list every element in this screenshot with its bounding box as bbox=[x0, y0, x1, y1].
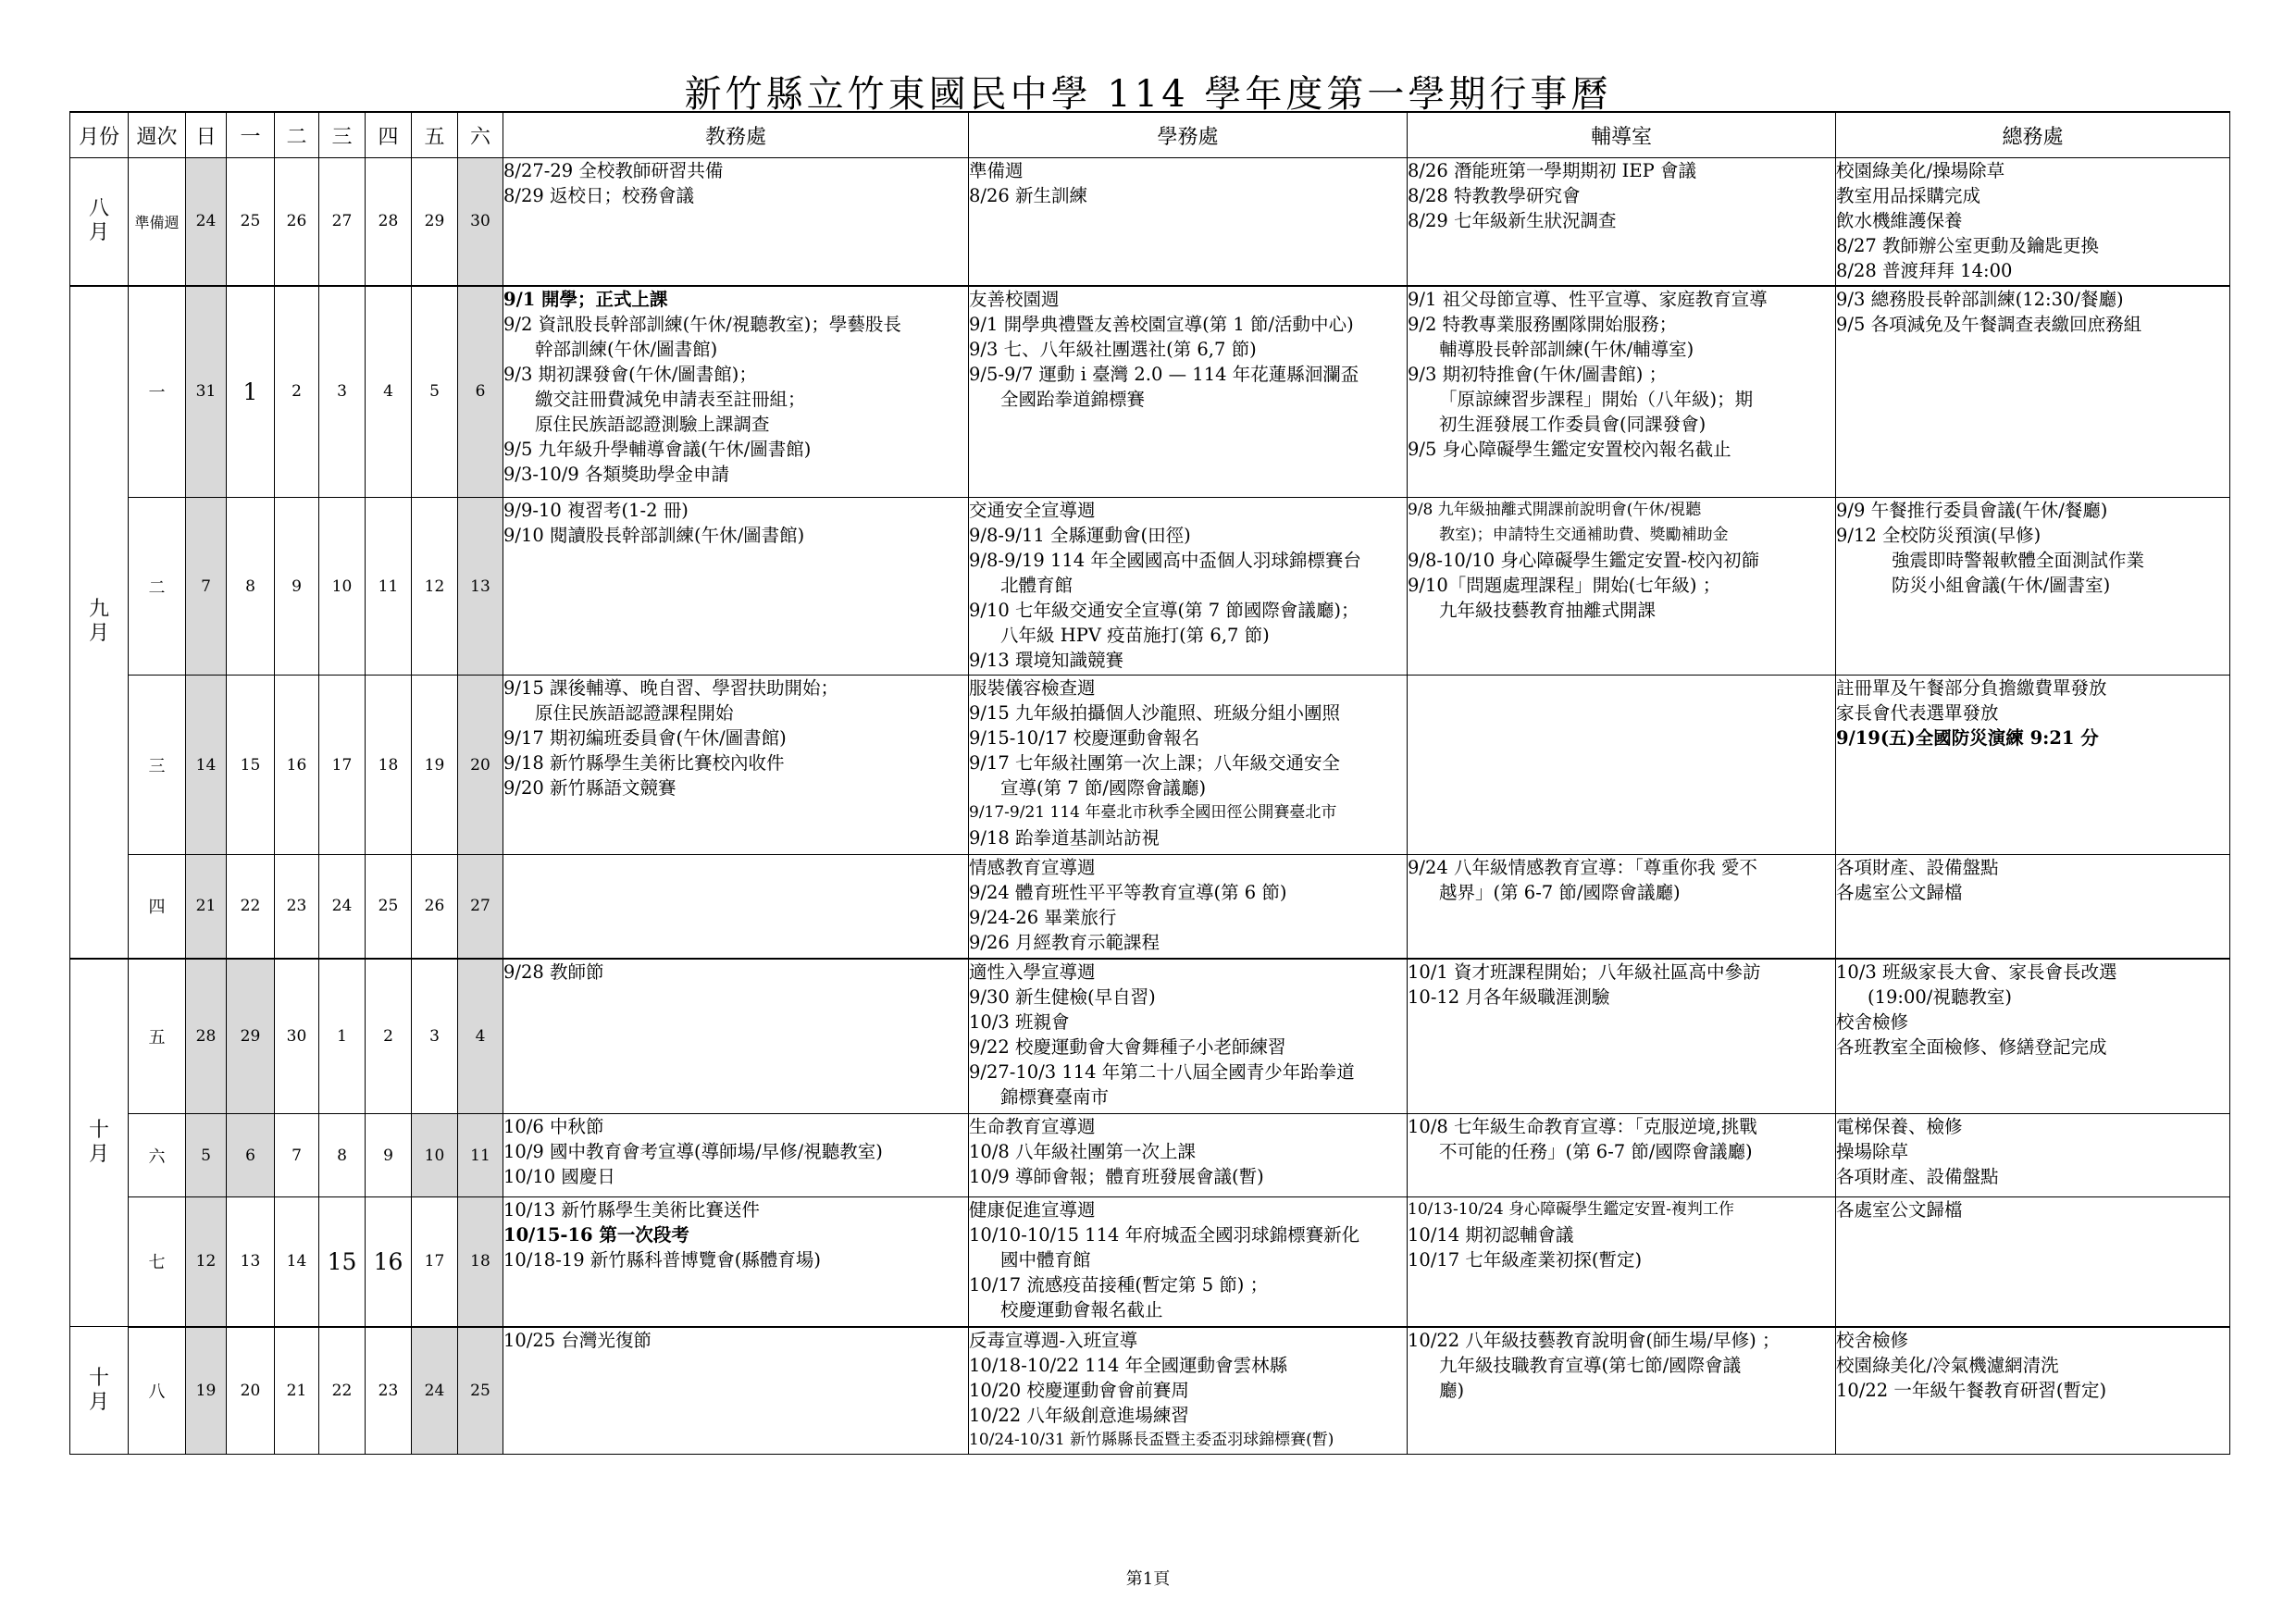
event-line: 8/27-29 全校教師研習共備 bbox=[503, 160, 724, 181]
event-line: 輔導股長幹部訓練(午休/輔導室) bbox=[1439, 338, 1694, 360]
event-line: 9/2 特教專業服務團隊開始服務； bbox=[1408, 313, 1678, 335]
day-cell: 8 bbox=[319, 1114, 366, 1197]
week-number: 五 bbox=[129, 959, 186, 1114]
day-cell: 21 bbox=[275, 1327, 319, 1455]
event-line: 9/5 各項減免及午餐調查表繳回庶務組 bbox=[1836, 313, 2142, 335]
day-cell: 3 bbox=[412, 959, 458, 1114]
day-cell: 31 bbox=[186, 286, 227, 498]
week-number: 二 bbox=[129, 498, 186, 676]
header-general-affairs: 總務處 bbox=[1836, 112, 2230, 158]
day-cell: 16 bbox=[366, 1197, 412, 1327]
day-cell: 5 bbox=[186, 1114, 227, 1197]
day-cell: 27 bbox=[458, 855, 503, 959]
header-wed: 三 bbox=[319, 112, 366, 158]
week-number: 六 bbox=[129, 1114, 186, 1197]
counseling-events bbox=[1408, 286, 1836, 498]
day-cell: 12 bbox=[412, 498, 458, 676]
week-number: 一 bbox=[129, 286, 186, 498]
event-line: (19:00/視聽教室) bbox=[1868, 986, 2012, 1008]
header-sat: 六 bbox=[458, 112, 503, 158]
day-cell: 25 bbox=[458, 1327, 503, 1455]
event-line: 電梯保養、檢修 bbox=[1836, 1116, 1963, 1137]
student-events bbox=[969, 1114, 1408, 1197]
day-cell: 17 bbox=[412, 1197, 458, 1327]
day-cell: 4 bbox=[458, 959, 503, 1114]
event-line: 八年級 HPV 疫苗施打(第 6,7 節) bbox=[1000, 625, 1270, 646]
event-line: 9/5 九年級升學輔導會議(午休/圖書館) bbox=[503, 438, 812, 460]
event-line: 校舍檢修 bbox=[1836, 1329, 1909, 1351]
header-tue: 二 bbox=[275, 112, 319, 158]
general-events bbox=[1836, 676, 2230, 855]
event-line: 9/1 開學；正式上課 bbox=[503, 288, 668, 310]
event-line: 各項財產、設備盤點 bbox=[1836, 857, 1999, 878]
event-line: 操場除草 bbox=[1836, 1141, 1909, 1162]
day-cell: 15 bbox=[319, 1197, 366, 1327]
header-fri: 五 bbox=[412, 112, 458, 158]
event-line: 各項財產、設備盤點 bbox=[1836, 1166, 1999, 1187]
event-line: 9/3 期初課發會(午休/圖書館)； bbox=[503, 363, 757, 385]
event-line: 9/15 九年級拍攝個人沙龍照、班級分組小團照 bbox=[969, 702, 1340, 724]
day-cell: 28 bbox=[186, 959, 227, 1114]
counseling-events bbox=[1408, 158, 1836, 286]
day-cell: 2 bbox=[275, 286, 319, 498]
event-line: 9/10「問題處理課程」開始(七年級) ； bbox=[1408, 575, 1721, 596]
day-cell: 8 bbox=[227, 498, 275, 676]
week-row bbox=[70, 676, 2230, 855]
event-line: 10/20 校慶運動會會前賽周 bbox=[969, 1379, 1189, 1401]
event-line: 9/8-9/19 114 年全國國高中盃個人羽球錦標賽台 bbox=[969, 550, 1361, 571]
event-line: 越界」(第 6-7 節/國際會議廳) bbox=[1439, 882, 1681, 903]
day-cell: 20 bbox=[227, 1327, 275, 1455]
event-line: 9/27-10/3 114 年第二十八屆全國青少年跆拳道 bbox=[969, 1060, 1355, 1083]
event-line: 服裝儀容檢查週 bbox=[969, 677, 1096, 699]
event-line: 9/5-9/7 運動 i 臺灣 2.0 — 114 年花蓮縣洄瀾盃 bbox=[969, 363, 1359, 385]
event-line: 健康促進宣導週 bbox=[969, 1199, 1096, 1221]
general-events bbox=[1836, 959, 2230, 1114]
academic-events bbox=[503, 498, 969, 676]
event-line: 北體育館 bbox=[1000, 575, 1074, 596]
header-thu: 四 bbox=[366, 112, 412, 158]
page-number: 第1頁 bbox=[1125, 1569, 1171, 1589]
event-line: 10/8 八年級社團第一次上課 bbox=[969, 1141, 1196, 1162]
event-line: 10/17 七年級產業初探(暫定) bbox=[1408, 1249, 1643, 1271]
event-line: 10/15-16 第一次段考 bbox=[503, 1224, 689, 1246]
event-line: 10/1 資才班課程開始；八年級社區高中參訪 bbox=[1408, 961, 1761, 983]
academic-events bbox=[503, 855, 969, 959]
month-label-oct-2 bbox=[70, 1327, 129, 1455]
event-line: 「原諒練習步課程」開始（八年級)；期 bbox=[1439, 388, 1754, 410]
event-line: 9/8 九年級抽離式開課前說明會(午休/視聽 bbox=[1408, 501, 1702, 519]
day-cell: 18 bbox=[366, 676, 412, 855]
general-events bbox=[1836, 1327, 2230, 1455]
academic-events bbox=[503, 1197, 969, 1327]
event-line: 9/15-10/17 校慶運動會報名 bbox=[969, 727, 1200, 749]
header-week: 週次 bbox=[129, 112, 186, 158]
counseling-events bbox=[1408, 676, 1836, 855]
general-events bbox=[1836, 286, 2230, 498]
event-line: 10/22 八年級創意進場練習 bbox=[969, 1404, 1189, 1426]
day-cell: 30 bbox=[458, 158, 503, 286]
student-events bbox=[969, 1197, 1408, 1327]
event-line: 9/5 身心障礙學生鑑定安置校內報名截止 bbox=[1408, 438, 1731, 460]
week-row bbox=[70, 286, 2230, 498]
event-line: 9/8-9/11 全縣運動會(田徑) bbox=[969, 525, 1191, 546]
event-line: 8/28 普渡拜拜 14:00 bbox=[1836, 260, 2013, 281]
day-cell: 24 bbox=[319, 855, 366, 959]
academic-events bbox=[503, 158, 969, 286]
day-cell: 28 bbox=[366, 158, 412, 286]
event-line: 反毒宣導週-入班宣導 bbox=[969, 1329, 1138, 1351]
event-line: 全國跆拳道錦標賽 bbox=[1000, 388, 1146, 410]
day-cell: 14 bbox=[275, 1197, 319, 1327]
event-line: 9/15 課後輔導、晚自習、學習扶助開始； bbox=[503, 677, 838, 699]
day-cell: 24 bbox=[186, 158, 227, 286]
event-line: 幹部訓練(午休/圖書館) bbox=[535, 338, 718, 360]
header-student-affairs: 學務處 bbox=[969, 112, 1408, 158]
event-line: 10/24-10/31 新竹縣縣長盃暨主委盃羽球錦標賽(暫) bbox=[969, 1430, 1334, 1449]
event-line: 原住民族語認證測驗上課調查 bbox=[535, 413, 770, 435]
day-cell: 16 bbox=[275, 676, 319, 855]
day-cell: 13 bbox=[227, 1197, 275, 1327]
event-line: 9/17 七年級社團第一次上課；八年級交通安全 bbox=[969, 752, 1340, 774]
header-counseling: 輔導室 bbox=[1408, 112, 1836, 158]
header-mon: 一 bbox=[227, 112, 275, 158]
day-cell: 23 bbox=[275, 855, 319, 959]
event-line: 各處室公文歸檔 bbox=[1836, 882, 1963, 903]
event-line: 不可能的任務」(第 6-7 節/國際會議廳) bbox=[1439, 1141, 1753, 1162]
day-cell: 22 bbox=[319, 1327, 366, 1455]
header-month: 月份 bbox=[70, 112, 129, 158]
academic-events bbox=[503, 1114, 969, 1197]
event-line: 9/28 教師節 bbox=[503, 961, 604, 983]
day-cell: 1 bbox=[319, 959, 366, 1114]
day-cell: 14 bbox=[186, 676, 227, 855]
event-line: 廳) bbox=[1439, 1379, 1465, 1401]
month-text: 九月 bbox=[88, 598, 109, 645]
event-line: 各處室公文歸檔 bbox=[1836, 1199, 1963, 1221]
day-cell: 11 bbox=[458, 1114, 503, 1197]
event-line: 9/22 校慶運動會大會舞種子小老師練習 bbox=[969, 1035, 1286, 1058]
academic-events bbox=[503, 1327, 969, 1455]
event-line: 9/10 七年級交通安全宣導(第 7 節國際會議廳)； bbox=[969, 600, 1359, 621]
day-cell: 24 bbox=[412, 1327, 458, 1455]
day-cell: 9 bbox=[275, 498, 319, 676]
event-line: 生命教育宣導週 bbox=[969, 1116, 1096, 1137]
student-events bbox=[969, 158, 1408, 286]
event-line: 9/2 資訊股長幹部訓練(午休/視聽教室)；學藝股長 bbox=[503, 313, 901, 335]
event-line: 9/18 跆拳道基訓站訪視 bbox=[969, 827, 1160, 849]
general-events bbox=[1836, 855, 2230, 959]
event-line: 10/18-10/22 114 年全國運動會雲林縣 bbox=[969, 1354, 1288, 1376]
academic-events bbox=[503, 286, 969, 498]
header-academic-affairs: 教務處 bbox=[503, 112, 969, 158]
event-line: 9/9 午餐推行委員會議(午休/餐廳) bbox=[1836, 500, 2108, 521]
counseling-events bbox=[1408, 1114, 1836, 1197]
event-line: 10/17 流感疫苗接種(暫定第 5 節) ； bbox=[969, 1274, 1269, 1295]
day-cell: 17 bbox=[319, 676, 366, 855]
event-line: 各班教室全面檢修、修繕登記完成 bbox=[1836, 1035, 2107, 1058]
event-line: 家長會代表選單發放 bbox=[1836, 702, 1999, 724]
general-events bbox=[1836, 158, 2230, 286]
week-number: 八 bbox=[129, 1327, 186, 1455]
event-line: 9/24 體育班性平平等教育宣導(第 6 節) bbox=[969, 882, 1287, 903]
week-row bbox=[70, 1197, 2230, 1327]
month-label-oct bbox=[70, 959, 129, 1327]
event-line: 9/3 期初特推會(午休/圖書館) ； bbox=[1408, 363, 1668, 385]
event-line: 9/12 全校防災預演(早修) bbox=[1836, 525, 2042, 546]
event-line: 10/13 新竹縣學生美術比賽送件 bbox=[503, 1199, 760, 1221]
event-line: 10/14 期初認輔會議 bbox=[1408, 1224, 1574, 1246]
event-line: 10/9 國中教育會考宣導(導師場/早修/視聽教室) bbox=[503, 1141, 883, 1162]
day-cell: 21 bbox=[186, 855, 227, 959]
event-line: 教室用品採購完成 bbox=[1836, 185, 1981, 206]
day-cell: 5 bbox=[412, 286, 458, 498]
general-events bbox=[1836, 498, 2230, 676]
student-events bbox=[969, 676, 1408, 855]
event-line: 9/3 總務股長幹部訓練(12:30/餐廳) bbox=[1836, 288, 2124, 310]
event-line: 9/3 七、八年級社團選社(第 6,7 節) bbox=[969, 338, 1257, 360]
week-number: 準備週 bbox=[129, 158, 186, 286]
day-cell: 29 bbox=[412, 158, 458, 286]
event-line: 8/26 新生訓練 bbox=[969, 185, 1087, 206]
event-line: 8/28 特教教學研究會 bbox=[1408, 185, 1581, 206]
event-line: 校慶運動會報名截止 bbox=[1000, 1299, 1163, 1320]
event-line: 10/13-10/24 身心障礙學生鑑定安置-複判工作 bbox=[1408, 1200, 1734, 1219]
event-line: 9/17-9/21 114 年臺北市秋季全國田徑公開賽臺北市 bbox=[969, 803, 1337, 822]
month-label-sep bbox=[70, 286, 129, 959]
event-line: 強震即時警報軟體全面測試作業 bbox=[1892, 550, 2145, 571]
event-line: 宣導(第 7 節/國際會議廳) bbox=[1000, 777, 1207, 799]
week-row bbox=[70, 855, 2230, 959]
event-line: 原住民族語認證課程開始 bbox=[535, 702, 734, 724]
day-cell: 12 bbox=[186, 1197, 227, 1327]
month-text: 八月 bbox=[88, 197, 109, 245]
event-line: 10/6 中秋節 bbox=[503, 1116, 604, 1137]
day-cell: 29 bbox=[227, 959, 275, 1114]
event-line: 10/25 台灣光復節 bbox=[503, 1329, 652, 1351]
event-line: 9/17 期初編班委員會(午休/圖書館) bbox=[503, 727, 787, 749]
event-line: 10/10-10/15 114 年府城盃全國羽球錦標賽新化 bbox=[969, 1224, 1360, 1246]
week-number: 四 bbox=[129, 855, 186, 959]
event-line: 國中體育館 bbox=[1000, 1249, 1091, 1271]
academic-events bbox=[503, 959, 969, 1114]
week-row bbox=[70, 959, 2230, 1114]
event-line: 10/9 導師會報；體育班發展會議(暫) bbox=[969, 1166, 1264, 1187]
event-line: 註冊單及午餐部分負擔繳費單發放 bbox=[1836, 677, 2107, 699]
event-line: 九年級技藝教育抽離式開課 bbox=[1439, 600, 1657, 621]
event-line: 10/8 七年級生命教育宣導：「克服逆境,挑戰 bbox=[1408, 1116, 1757, 1137]
day-cell: 22 bbox=[227, 855, 275, 959]
counseling-events bbox=[1408, 1197, 1836, 1327]
event-line: 交通安全宣導週 bbox=[969, 500, 1096, 521]
event-line: 8/27 教師辦公室更動及鑰匙更換 bbox=[1836, 235, 2099, 256]
event-line: 9/26 月經教育示範課程 bbox=[969, 932, 1160, 953]
counseling-events bbox=[1408, 498, 1836, 676]
event-line: 10/22 八年級技藝教育說明會(師生場/早修) ； bbox=[1408, 1329, 1781, 1351]
event-line: 錦標賽臺南市 bbox=[1000, 1085, 1110, 1108]
event-line: 10-12 月各年級職涯測驗 bbox=[1408, 986, 1610, 1008]
day-cell: 19 bbox=[186, 1327, 227, 1455]
event-line: 9/30 新生健檢(早自習) bbox=[969, 986, 1156, 1008]
event-line: 準備週 bbox=[969, 160, 1024, 181]
month-text: 十月 bbox=[88, 1366, 109, 1414]
day-cell: 30 bbox=[275, 959, 319, 1114]
event-line: 9/1 開學典禮暨友善校園宣導(第 1 節/活動中心) bbox=[969, 313, 1354, 335]
day-cell: 7 bbox=[275, 1114, 319, 1197]
event-line: 9/3-10/9 各類獎助學金申請 bbox=[503, 463, 729, 485]
event-line: 9/19(五)全國防災演練 9:21 分 bbox=[1836, 727, 2099, 749]
student-events bbox=[969, 959, 1408, 1114]
event-line: 校舍檢修 bbox=[1836, 1010, 1909, 1033]
week-row bbox=[70, 1114, 2230, 1197]
event-line: 友善校園週 bbox=[969, 288, 1060, 310]
day-cell: 6 bbox=[227, 1114, 275, 1197]
event-line: 九年級技職教育宣導(第七節/國際會議 bbox=[1439, 1354, 1742, 1376]
day-cell: 10 bbox=[319, 498, 366, 676]
school-calendar-table bbox=[69, 111, 2230, 1455]
event-line: 情感教育宣導週 bbox=[969, 857, 1096, 878]
event-line: 8/26 潛能班第一學期期初 IEP 會議 bbox=[1408, 160, 1696, 181]
counseling-events bbox=[1408, 959, 1836, 1114]
student-events bbox=[969, 286, 1408, 498]
event-line: 初生涯發展工作委員會(同課發會) bbox=[1439, 413, 1706, 435]
event-line: 教室)；申請特生交通補助費、獎勵補助金 bbox=[1439, 526, 1729, 544]
day-cell: 27 bbox=[319, 158, 366, 286]
event-line: 9/8-10/10 身心障礙學生鑑定安置-校內初篩 bbox=[1408, 550, 1759, 571]
event-line: 校園綠美化/操場除草 bbox=[1836, 160, 2005, 181]
event-line: 10/10 國慶日 bbox=[503, 1166, 615, 1187]
day-cell: 15 bbox=[227, 676, 275, 855]
day-cell: 26 bbox=[412, 855, 458, 959]
day-cell: 3 bbox=[319, 286, 366, 498]
event-line: 飲水機維護保養 bbox=[1836, 210, 1963, 231]
page-title: 新竹縣立竹東國民中學 114 學年度第一學期行事曆 bbox=[684, 73, 1612, 116]
day-cell: 7 bbox=[186, 498, 227, 676]
day-cell: 11 bbox=[366, 498, 412, 676]
day-cell: 13 bbox=[458, 498, 503, 676]
day-cell: 25 bbox=[227, 158, 275, 286]
event-line: 8/29 七年級新生狀況調查 bbox=[1408, 210, 1617, 231]
student-events bbox=[969, 1327, 1408, 1455]
day-cell: 19 bbox=[412, 676, 458, 855]
academic-events bbox=[503, 676, 969, 855]
event-line: 10/3 班級家長大會、家長會長改選 bbox=[1836, 961, 2117, 983]
event-line: 9/24-26 畢業旅行 bbox=[969, 907, 1117, 928]
day-cell: 10 bbox=[412, 1114, 458, 1197]
event-line: 9/1 祖父母節宣導、性平宣導、家庭教育宣導 bbox=[1408, 288, 1768, 310]
event-line: 9/9-10 複習考(1-2 冊) bbox=[503, 500, 689, 521]
week-number: 七 bbox=[129, 1197, 186, 1327]
event-line: 防災小組會議(午休/圖書室) bbox=[1892, 575, 2111, 596]
day-cell: 2 bbox=[366, 959, 412, 1114]
student-events bbox=[969, 498, 1408, 676]
day-cell: 23 bbox=[366, 1327, 412, 1455]
general-events bbox=[1836, 1197, 2230, 1327]
event-line: 10/22 一年級午餐教育研習(暫定) bbox=[1836, 1379, 2107, 1401]
day-cell: 18 bbox=[458, 1197, 503, 1327]
header-sun: 日 bbox=[186, 112, 227, 158]
month-text: 十月 bbox=[88, 1118, 109, 1166]
day-cell: 4 bbox=[366, 286, 412, 498]
event-line: 校園綠美化/冷氣機濾網清洗 bbox=[1836, 1354, 2059, 1376]
day-cell: 25 bbox=[366, 855, 412, 959]
day-cell: 1 bbox=[227, 286, 275, 498]
week-row bbox=[70, 158, 2230, 286]
counseling-events bbox=[1408, 855, 1836, 959]
event-line: 適性入學宣導週 bbox=[969, 961, 1096, 983]
day-cell: 9 bbox=[366, 1114, 412, 1197]
event-line: 10/3 班親會 bbox=[969, 1010, 1070, 1033]
event-line: 9/20 新竹縣語文競賽 bbox=[503, 777, 676, 799]
student-events bbox=[969, 855, 1408, 959]
day-cell: 26 bbox=[275, 158, 319, 286]
event-line: 9/18 新竹縣學生美術比賽校內收件 bbox=[503, 752, 785, 774]
general-events bbox=[1836, 1114, 2230, 1197]
event-line: 9/10 閱讀股長幹部訓練(午休/圖書館) bbox=[503, 525, 805, 546]
event-line: 8/29 返校日；校務會議 bbox=[503, 185, 694, 206]
counseling-events bbox=[1408, 1327, 1836, 1455]
event-line: 9/24 八年級情感教育宣導：「尊重你我 愛不 bbox=[1408, 857, 1757, 878]
day-cell: 20 bbox=[458, 676, 503, 855]
week-row bbox=[70, 498, 2230, 676]
week-row bbox=[70, 1327, 2230, 1455]
header-row bbox=[70, 112, 2230, 158]
event-line: 繳交註冊費減免申請表至註冊組； bbox=[535, 388, 806, 410]
day-cell: 6 bbox=[458, 286, 503, 498]
event-line: 9/13 環境知識競賽 bbox=[969, 650, 1123, 671]
week-number: 三 bbox=[129, 676, 186, 855]
event-line: 10/18-19 新竹縣科普博覽會(縣體育場) bbox=[503, 1249, 822, 1271]
month-label-aug bbox=[70, 158, 129, 286]
